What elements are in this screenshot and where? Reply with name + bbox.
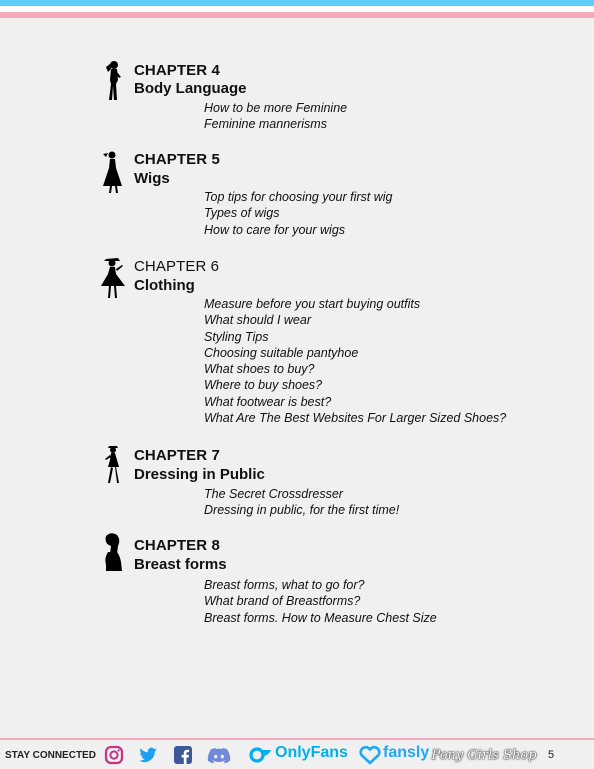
facebook-icon[interactable]	[173, 745, 193, 765]
fansly-icon[interactable]	[358, 745, 382, 765]
silhouette-woman-dress-icon	[100, 150, 126, 194]
topic-item[interactable]: How to be more Feminine	[204, 101, 348, 115]
topic-item[interactable]: Top tips for choosing your first wig	[204, 190, 393, 204]
onlyfans-label[interactable]: OnlyFans	[275, 744, 348, 761]
discord-icon[interactable]	[207, 745, 231, 765]
chapter-number: CHAPTER 6	[134, 258, 220, 275]
instagram-icon[interactable]	[104, 745, 124, 765]
topic-item[interactable]: What Are The Best Websites For Larger Sized Shoes?	[204, 411, 507, 426]
topic-item[interactable]: Feminine mannerisms	[204, 117, 327, 132]
chapter-title: Clothing	[134, 277, 195, 294]
chapter-title: Breast forms	[134, 556, 227, 573]
topic-item[interactable]: Styling Tips	[204, 329, 269, 344]
top-stripe-pink	[0, 12, 594, 18]
chapter-title: Wigs	[134, 170, 170, 187]
silhouette-woman-bust-icon	[100, 532, 126, 572]
topic-item[interactable]: Measure before you start buying outfits	[204, 297, 421, 311]
pony-girls-shop-logo[interactable]: Pony Girls Shop	[431, 747, 537, 763]
topic-item[interactable]: Breast forms. How to Measure Chest Size	[204, 610, 437, 625]
topic-list	[204, 100, 347, 133]
page-number: 5	[548, 749, 555, 761]
topic-item[interactable]: What should I wear	[204, 313, 311, 328]
fansly-label[interactable]: fansly	[383, 744, 430, 761]
footer-divider	[0, 738, 594, 740]
topic-item[interactable]: What brand of Breastforms?	[204, 594, 361, 609]
topic-item[interactable]: How to care for your wigs	[204, 222, 346, 237]
chapter-number: CHAPTER 4	[134, 62, 220, 79]
twitter-icon[interactable]	[138, 745, 158, 765]
footer-bar	[0, 742, 594, 769]
stay-connected-label: STAY CONNECTED	[5, 750, 96, 761]
silhouette-woman-hand-on-head-icon	[100, 60, 126, 102]
silhouette-woman-full-skirt-icon	[100, 253, 126, 299]
topic-list	[204, 577, 437, 626]
topic-item[interactable]: What footwear is best?	[204, 394, 332, 409]
topic-list	[204, 296, 506, 426]
chapter-number: CHAPTER 7	[134, 447, 220, 464]
topic-item[interactable]: Where to buy shoes?	[204, 378, 323, 393]
chapter-title: Body Language	[134, 80, 247, 97]
topic-item[interactable]: Dressing in public, for the first time!	[204, 503, 400, 518]
topic-item[interactable]: Choosing suitable pantyhoe	[204, 345, 359, 360]
chapter-title: Dressing in Public	[134, 466, 265, 483]
chapter-number: CHAPTER 8	[134, 537, 220, 554]
onlyfans-icon[interactable]	[249, 745, 273, 765]
topic-list	[204, 189, 393, 238]
topic-item[interactable]: Breast forms, what to go for?	[204, 578, 365, 592]
topic-item[interactable]: What shoes to buy?	[204, 362, 315, 377]
silhouette-woman-walking-icon	[100, 443, 126, 485]
chapter-number: CHAPTER 5	[134, 151, 220, 168]
topic-item[interactable]: The Secret Crossdresser	[204, 487, 343, 501]
topic-item[interactable]: Types of wigs	[204, 206, 280, 221]
topic-list	[204, 486, 399, 519]
